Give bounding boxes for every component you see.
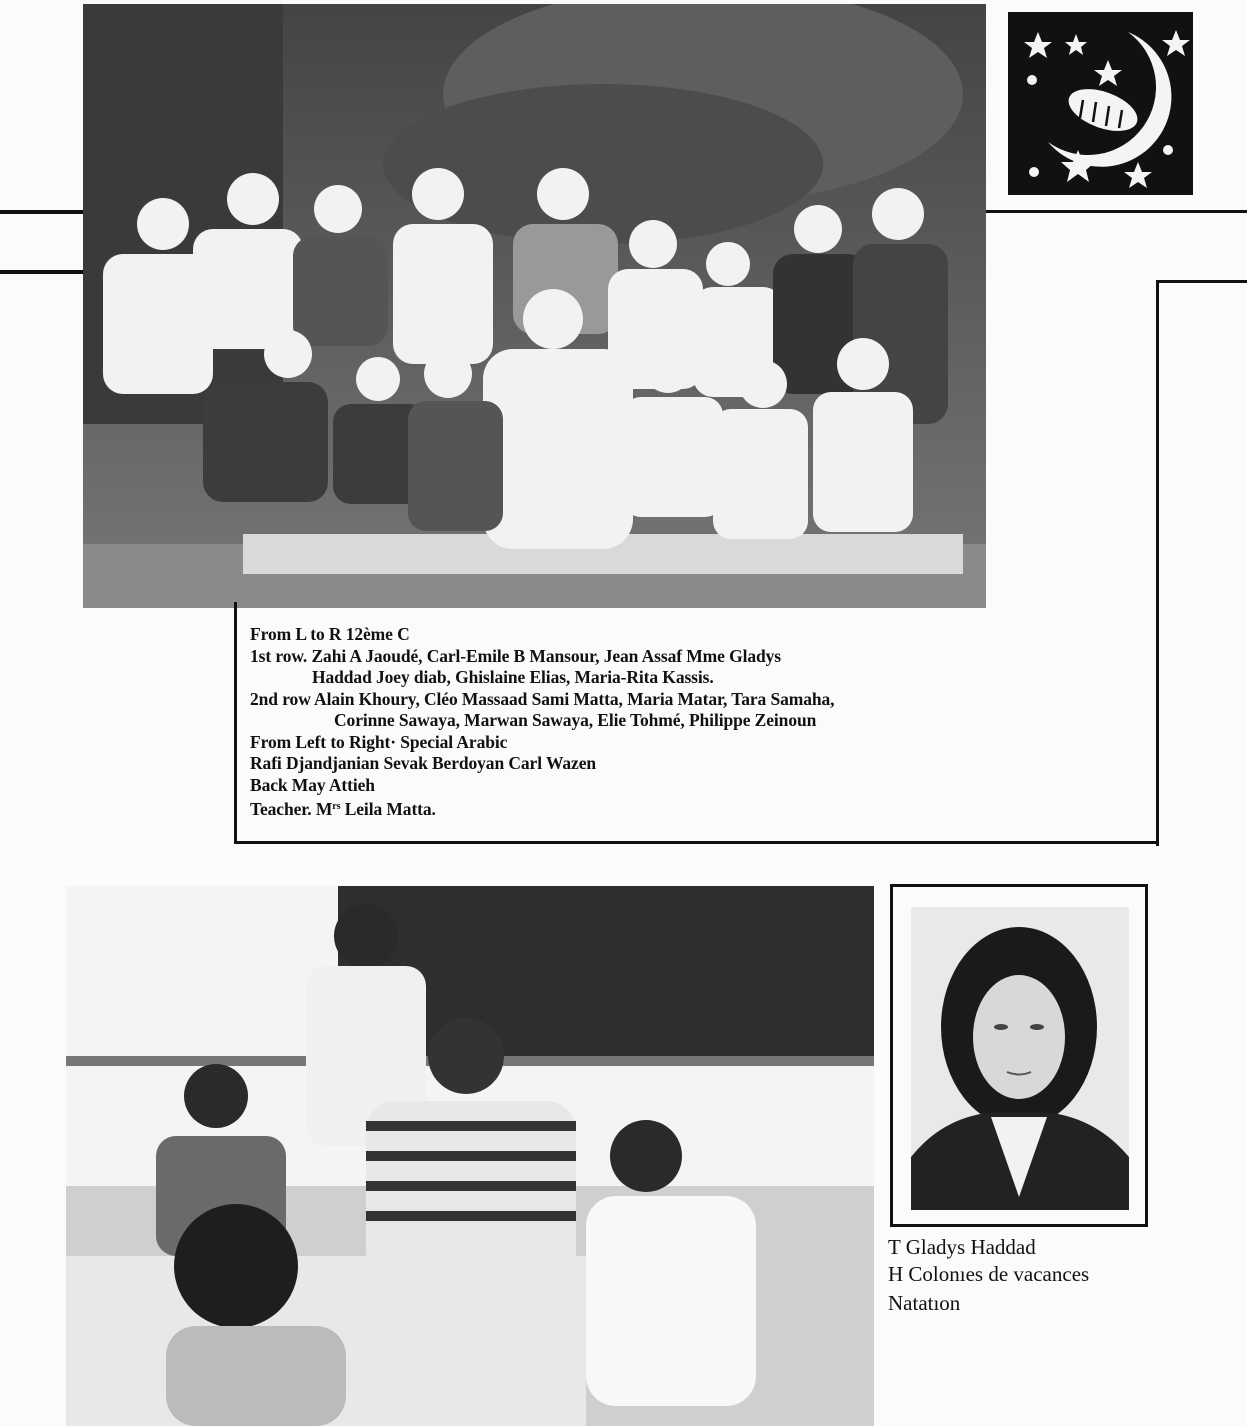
caption-line: From Left to Right· Special Arabic bbox=[250, 731, 508, 752]
caption-line: Rafi Djandjanian Sevak Berdoyan Carl Wazen bbox=[250, 753, 596, 773]
right-rule-vertical bbox=[1156, 280, 1159, 846]
class-group-photo bbox=[83, 4, 986, 608]
teacher-info bbox=[888, 1234, 1089, 1317]
caption-line: 2nd row Alain Khoury, Cléo Massaad Sami Matta, Maria Matar, Tara Samaha, bbox=[250, 688, 835, 709]
teacher-name: Leila Matta. bbox=[340, 799, 436, 819]
teacher-name-line: T Gladys Haddad bbox=[888, 1235, 1036, 1259]
left-rule-bottom bbox=[0, 270, 84, 274]
teacher-sup: rs bbox=[332, 801, 341, 812]
photo-caption bbox=[250, 624, 1030, 821]
classroom-photo bbox=[66, 886, 874, 1426]
caption-line: Corinne Sawaya, Marwan Sawaya, Elie Tohmé, Philippe Zeinoun bbox=[334, 710, 817, 730]
caption-line: From L to R 12ème C bbox=[250, 624, 410, 644]
tiger-moon-stars-icon bbox=[1008, 12, 1193, 195]
caption-line: Back May Attieh bbox=[250, 774, 375, 795]
teacher-prefix: Teacher. M bbox=[250, 799, 333, 819]
caption-line: 1st row. Zahi A Jaoudé, Carl-Emile B Mansour, Jean Assaf Mme Gladys bbox=[250, 645, 781, 666]
teacher-portrait-photo bbox=[911, 907, 1129, 1210]
caption-line bbox=[250, 796, 1030, 821]
right-rule-top bbox=[986, 210, 1247, 213]
right-rule-second bbox=[1156, 280, 1247, 283]
teacher-hobby-line: H Colonıes de vacances bbox=[888, 1262, 1090, 1286]
caption-line: Haddad Joey diab, Ghislaine Elias, Maria-Rita Kassis. bbox=[312, 667, 714, 687]
left-rule-top bbox=[0, 210, 84, 214]
teacher-sport-line: Natatıon bbox=[888, 1291, 961, 1315]
teacher-portrait-frame bbox=[890, 884, 1148, 1227]
